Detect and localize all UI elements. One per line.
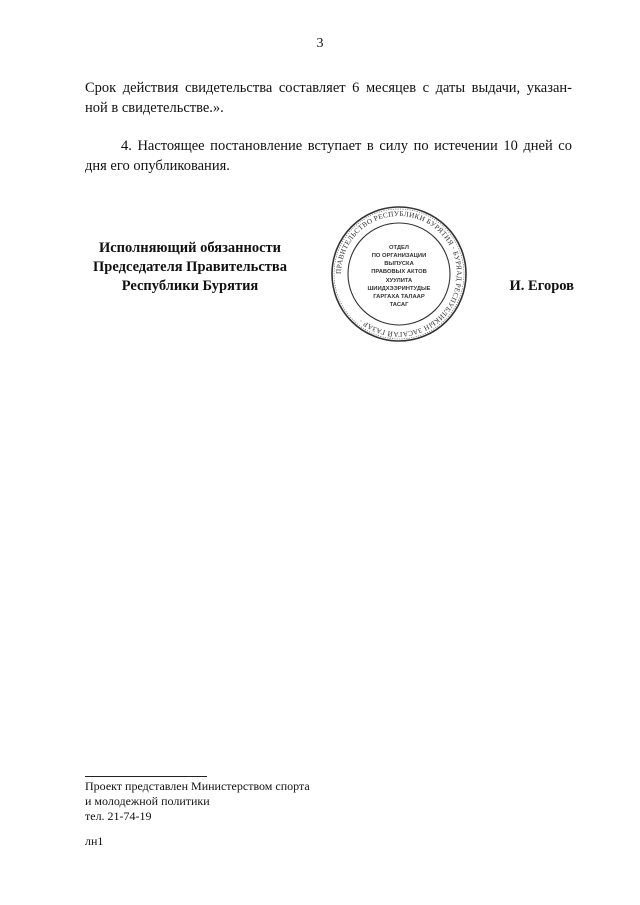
signatory-title-line-1: Исполняющий обязанности bbox=[98, 240, 282, 256]
seal-inner-text-line-1: ОТДЕЛ bbox=[389, 245, 409, 251]
official-seal-stamp bbox=[330, 205, 468, 343]
footnote-line-1: Проект представлен Министерством спорта bbox=[85, 779, 310, 793]
page-number: 3 bbox=[316, 36, 324, 51]
seal-inner-text-line-6: ШИИДХЭЭРИНТУДЫЕ bbox=[367, 286, 431, 292]
validity-paragraph bbox=[85, 78, 572, 118]
document-code: лн1 bbox=[85, 834, 104, 848]
signatory-title-line-2: Председателя Правительства bbox=[93, 259, 287, 275]
seal-inner-text-line-4: ПРАВОВЫХ АКТОВ bbox=[371, 269, 427, 275]
signatory-name: И. Егоров bbox=[509, 278, 574, 294]
seal-ring-text: ПРАВИТЕЛЬСТВО РЕСПУБЛИКИ БУРЯТИЯ · БУРЯАД РЕСПУБЛИКЫН ЗАСАГАЙ ГАЗАР · bbox=[334, 209, 464, 339]
footnote-line-2: и молодежной политики bbox=[85, 794, 210, 808]
seal-inner-text-line-8: ТАСАГ bbox=[389, 302, 409, 308]
signatory-title-line-3: Республики Бурятия bbox=[121, 278, 259, 294]
seal-inner-text-line-5: ХУУЛИТА bbox=[385, 278, 413, 284]
seal-inner-text-line-2: ПО ОРГАНИЗАЦИИ bbox=[371, 253, 427, 259]
validity-paragraph-line-1: Срок действия свидетельства составляет 6 месяцев с даты выдачи, указан- bbox=[85, 80, 572, 96]
signatory-title bbox=[85, 239, 295, 296]
footnote bbox=[85, 779, 310, 824]
validity-paragraph-line-2: ной в свидетельстве.». bbox=[85, 100, 224, 116]
seal-inner-text-line-7: ГАРГАХА ТАЛААР bbox=[373, 294, 425, 300]
effective-date-paragraph bbox=[85, 136, 572, 176]
effective-date-paragraph-line-2: дня его опубликования. bbox=[85, 158, 230, 174]
footnote-phone: тел. 21-74-19 bbox=[85, 809, 152, 823]
footnote-divider bbox=[85, 776, 207, 777]
effective-date-paragraph-line-1: 4. Настоящее постановление вступает в силу по истечении 10 дней со bbox=[121, 138, 572, 154]
seal-inner-text-line-3: ВЫПУСКА bbox=[384, 261, 414, 267]
